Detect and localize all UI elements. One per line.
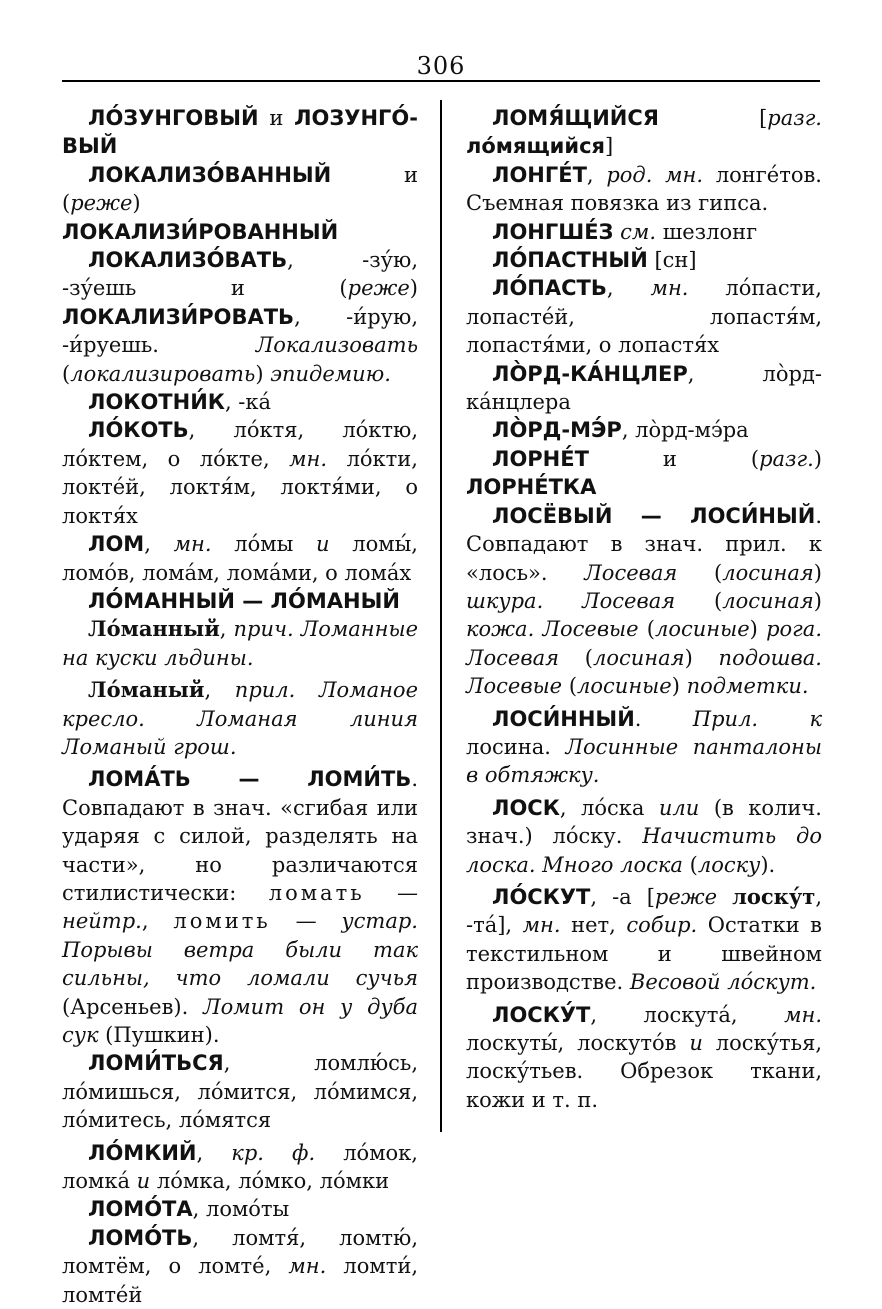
entry-text: , — [219, 617, 227, 642]
entry-text: ( — [62, 361, 71, 386]
entry-text: и — [136, 1169, 151, 1194]
entry-headword: ЛОМ — [88, 532, 145, 557]
entry-text: мн. — [650, 276, 689, 301]
entry-headword: ло́мящийся — [466, 134, 606, 159]
entry-text: подметки. — [686, 674, 809, 699]
entry-text: , — [144, 532, 151, 557]
entry-text: лосиные — [577, 674, 672, 699]
entry-text: ло́пасти, лопасте́й, лопастя́м, лопастя́ми, о лопастя́х — [466, 276, 822, 358]
entry-text: ) — [255, 361, 264, 386]
dictionary-entry — [62, 615, 418, 672]
entry-text: лосина. — [466, 734, 551, 759]
dictionary-entry — [62, 1195, 418, 1223]
dictionary-entry — [466, 445, 822, 502]
entry-text: ). — [760, 852, 776, 877]
entry-text: лонге́тов. Съемная повязка из гипса. — [466, 162, 822, 216]
entry-text: Прил. к — [692, 706, 822, 731]
dictionary-entry — [466, 360, 822, 417]
entry-headword: ЛОСЁВЫЙ — ЛОСИ́НЫЙ — [492, 503, 816, 528]
dictionary-entry — [62, 1049, 418, 1134]
entry-text: см. — [620, 219, 657, 244]
entry-text: ) — [132, 191, 141, 216]
entry-text: лосиная — [593, 645, 685, 670]
entry-text: собир. — [626, 913, 698, 938]
entry-headword: ЛОКАЛИЗИ́РОВАННЫЙ — [62, 219, 339, 244]
entry-headword: ЛОМО́ТЬ — [88, 1225, 193, 1250]
dictionary-entry — [466, 246, 822, 274]
entry-text: рога. Лосевая — [466, 617, 822, 670]
entry-headword: ЛОРНЕ́Т — [492, 446, 589, 471]
entry-text: ( — [714, 560, 723, 585]
entry-text: , ломо́ты — [192, 1197, 290, 1222]
entry-text: мн. — [289, 446, 328, 471]
entry-text: , ломлю́сь, ло́мишься, ло́мится, ло́мимся, ло́митесь, ло́мятся — [62, 1051, 418, 1133]
page-number: 306 — [416, 52, 466, 80]
entry-text: , — [586, 162, 594, 187]
entry-text: ) — [409, 276, 418, 301]
entry-text: Ло́манный — [88, 616, 220, 642]
entry-headword: ЛО̀РД-КА́НЦЛЕР — [492, 361, 688, 386]
entry-text: , ло̀рд-ка́нцлера — [466, 361, 822, 415]
dictionary-entry — [466, 416, 822, 444]
entry-text: шкура. Лосевая — [466, 588, 676, 613]
dictionary-entry — [466, 883, 822, 997]
right-column — [466, 104, 822, 1114]
entry-text: шезлонг — [662, 219, 758, 244]
entry-headword: ЛОСИ́ННЫЙ — [492, 706, 635, 731]
entry-text: эпидемию. — [270, 361, 391, 386]
entry-text: ( — [584, 645, 593, 670]
entry-text: прич. Ломанные на куски льдины. — [62, 617, 418, 670]
entry-text: . Совпадают в знач. «сгибая или ударяя с силой, разделять на части», но различаются стилистически: — [62, 767, 418, 905]
entry-headword: ЛО́СКУТ — [492, 884, 591, 909]
entry-text: (в колич. знач.) ло́ску. — [466, 795, 822, 849]
entry-text: ломить — [173, 909, 271, 934]
dictionary-entry — [466, 161, 822, 218]
entry-text: — — [295, 909, 317, 934]
entry-text: , ломтя́, ломтю́, ломтём, о ломте́, — [62, 1225, 418, 1279]
entry-headword: ЛОНГШЕ́З — [492, 219, 614, 244]
entry-text: Лосинные панталоны в обтяжку. — [466, 734, 822, 788]
entry-text: лосиная — [722, 588, 814, 613]
dictionary-entry — [62, 1224, 418, 1309]
entry-text: ломать — [268, 880, 365, 905]
entry-text: , -та́], — [466, 884, 822, 938]
entry-text: и ( — [662, 446, 760, 471]
entry-text: ло́мы — [234, 532, 294, 557]
entry-text: нет, — [571, 913, 616, 938]
entry-text: реже — [654, 884, 718, 909]
entry-text: , ло̀рд-мэ́ра — [621, 418, 749, 443]
entry-text: ) — [749, 617, 758, 642]
dictionary-entry — [466, 104, 822, 161]
entry-headword: ЛО́ПАСТЬ — [492, 276, 607, 301]
entry-text: , -а [ — [590, 884, 655, 909]
entry-text: , лоскута́, — [590, 1002, 738, 1027]
dictionary-entry — [62, 416, 418, 530]
entry-headword: ЛОМИ́ТЬСЯ — [88, 1051, 224, 1076]
dictionary-entry — [466, 794, 822, 879]
entry-text: ) — [813, 446, 822, 471]
entry-headword: ЛО̀РД-МЭ́Р — [492, 418, 622, 443]
entry-headword: ЛОСКУ́Т — [492, 1002, 591, 1027]
entry-text: ло́мка, ло́мко, ло́мки — [156, 1169, 390, 1194]
entry-text: , — [141, 909, 149, 934]
entry-text: ломы́, ломо́в, лома́м, лома́ми, о лома́х — [62, 532, 418, 585]
entry-headword: ЛОНГЕ́Т — [492, 162, 587, 187]
entry-text: подошва. Лосевые — [466, 645, 822, 699]
entry-text: и — [689, 1031, 703, 1055]
entry-text: ) — [684, 645, 693, 670]
entry-text: кр. ф. — [231, 1140, 316, 1165]
entry-text: (Пушкин). — [105, 1023, 220, 1047]
entry-text: реже — [70, 191, 133, 216]
entry-text: лоску́тья, лоску́тьев. Обрезок ткани, кожи и т. п. — [466, 1031, 822, 1112]
entry-text: ( — [568, 674, 578, 699]
entry-text: [сн] — [654, 248, 697, 273]
dictionary-entry — [62, 676, 418, 761]
entry-text: или — [658, 795, 700, 820]
entry-headword: ЛОКАЛИЗО́ВАТЬ — [88, 248, 288, 273]
entry-text: и — [269, 106, 284, 130]
dictionary-entry — [466, 1001, 822, 1115]
entry-text: устар. Порывы ветра были так сильны, что ломали сучья — [62, 909, 418, 991]
entry-text: [ — [759, 106, 768, 130]
column-divider — [440, 100, 442, 1132]
entry-text: ломти́, ломте́й — [62, 1254, 418, 1307]
entry-text: ) — [671, 674, 680, 699]
entry-text: ( — [714, 588, 723, 613]
entry-text: — — [397, 880, 418, 905]
entry-text: локализировать — [70, 361, 256, 386]
entry-headword: ЛО́КОТЬ — [88, 418, 189, 443]
entry-text: и ( — [62, 162, 418, 216]
entry-text: род. мн. — [606, 162, 704, 187]
header-rule — [62, 80, 820, 82]
entry-text: Локализовать — [255, 333, 418, 358]
entry-text: Ло́маный — [88, 677, 205, 703]
entry-text: мн. — [522, 913, 561, 938]
entry-text: Ломит он у дуба сук — [62, 994, 418, 1047]
dictionary-entry — [466, 274, 822, 359]
dictionary-entry — [62, 587, 418, 615]
entry-text: Остатки в текстильном и швейном производстве. — [466, 913, 822, 995]
entry-text: . Совпадают в знач. прил. к «лось». — [466, 503, 822, 585]
dictionary-entry — [466, 502, 822, 701]
entry-text: ) — [813, 560, 822, 585]
dictionary-entry — [62, 161, 418, 246]
dictionary-entry — [466, 705, 822, 790]
entry-headword: ЛОМА́ТЬ — ЛОМИ́ТЬ — [88, 767, 412, 792]
left-column — [62, 104, 418, 1309]
entry-text: прил. Ломаное кресло. Ломаная линия Ломаный грош. — [62, 678, 418, 759]
entry-headword: ЛО́ПАСТНЫЙ — [492, 248, 648, 273]
entry-text: , -ка́ — [224, 390, 272, 415]
entry-headword: ЛОРНЕ́ТКА — [466, 475, 597, 500]
entry-text: , — [204, 678, 212, 703]
entry-text: Лосевая — [584, 560, 678, 585]
dictionary-entry — [62, 765, 418, 1049]
entry-text: . — [634, 706, 693, 731]
entry-text: мн. — [288, 1254, 327, 1279]
dictionary-entry — [62, 246, 418, 388]
entry-headword: ЛОСК — [492, 795, 560, 820]
entry-headword: ЛОКОТНИ́К — [88, 390, 225, 415]
entry-text: ло́кти, локте́й, локтя́м, локтя́ми, о локтя́х — [62, 446, 418, 528]
entry-text: и — [316, 532, 330, 557]
dictionary-entry — [62, 104, 418, 161]
entry-text: лоскуты́, лоскуто́в — [466, 1031, 677, 1055]
entry-headword: ЛО́МАННЫЙ — ЛО́МАНЫЙ — [88, 588, 400, 613]
entry-text: нейтр. — [62, 909, 142, 934]
entry-text: лосиная — [722, 560, 814, 585]
entry-text: Начистить до лоска. Много лоска — [466, 824, 822, 877]
dictionary-entry — [62, 388, 418, 416]
entry-text: лосиные — [655, 617, 750, 642]
entry-text: лоску́т — [732, 883, 816, 909]
entry-text: , — [196, 1140, 204, 1165]
entry-headword: ЛО́ЗУНГОВЫЙ — [88, 106, 259, 130]
entry-text: разг. — [759, 446, 814, 471]
entry-text: ) — [813, 588, 822, 613]
entry-text: реже — [347, 276, 410, 301]
entry-text: разг. — [767, 106, 822, 130]
dictionary-entry — [466, 218, 822, 246]
entry-text: (Арсеньев). — [62, 994, 189, 1019]
entry-text: , — [606, 276, 614, 301]
entry-headword: ЛОМО́ТА — [88, 1197, 193, 1222]
entry-text: ( — [689, 852, 698, 877]
entry-headword: ЛОЗУНГО́-ВЫЙ — [62, 106, 418, 159]
entry-text: кожа. Лосевые — [466, 617, 639, 642]
entry-text: мн. — [173, 532, 212, 557]
entry-text: ( — [646, 617, 655, 642]
entry-text: Весовой ло́скут. — [629, 970, 817, 995]
dictionary-entry — [62, 530, 418, 587]
entry-headword: ЛОКАЛИЗО́ВАННЫЙ — [88, 162, 332, 187]
entry-headword: ЛОМЯ́ЩИЙСЯ — [492, 106, 659, 130]
entry-headword: ЛОКАЛИЗИ́РОВАТЬ — [62, 304, 295, 329]
dictionary-entry — [62, 1139, 418, 1196]
entry-text: , -и́рую, -и́руешь. — [62, 304, 418, 358]
entry-text: , -зу́ю, -зу́ешь и ( — [62, 248, 418, 301]
entry-text: , ло́ктя, ло́ктю, ло́ктем, о ло́кте, — [62, 418, 418, 471]
entry-text: , ло́ска — [559, 795, 645, 820]
entry-text: лоску — [697, 852, 761, 877]
entry-text: ло́мок, ломка́ — [62, 1140, 418, 1194]
entry-text: мн. — [784, 1002, 822, 1027]
entry-text: ] — [605, 134, 614, 159]
entry-headword: ЛО́МКИЙ — [88, 1140, 197, 1165]
